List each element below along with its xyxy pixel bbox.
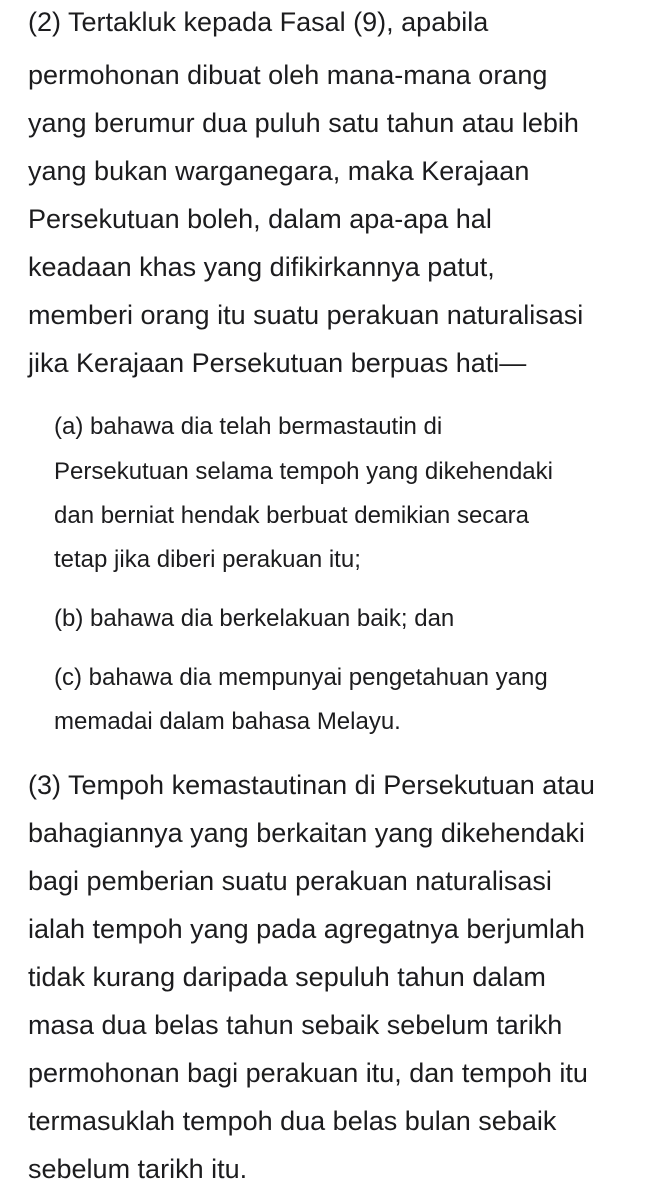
clause-3-line: ialah tempoh yang pada agregatnya berjumlah <box>28 914 585 944</box>
subclause-a-line: (a) bahawa dia telah bermastautin di <box>54 413 443 440</box>
clause-2-line: jika Kerajaan Persekutuan berpuas hati— <box>28 348 527 378</box>
subclause-c-line: memadai dalam bahasa Melayu. <box>54 708 401 735</box>
subclause-b-line: (b) bahawa dia berkelakuan baik; dan <box>54 605 455 632</box>
subclause-a-line: Persekutuan selama tempoh yang dikehendaki <box>54 458 553 485</box>
clause-2-line: (2) Tertakluk kepada Fasal (9), apabila <box>28 7 489 37</box>
clause-2-line: yang berumur dua puluh satu tahun atau lebih <box>28 108 579 138</box>
clause-2-line: keadaan khas yang difikirkannya patut, <box>28 252 495 282</box>
clause-2-line: Persekutuan boleh, dalam apa-apa hal <box>28 204 492 234</box>
clause-3-line: bagi pemberian suatu perakuan naturalisasi <box>28 866 552 896</box>
clause-3-line: (3) Tempoh kemastautinan di Persekutuan atau <box>28 770 595 800</box>
clause-3-line: masa dua belas tahun sebaik sebelum tarikh <box>28 1010 563 1040</box>
clause-3-line: bahagiannya yang berkaitan yang dikehendaki <box>28 818 585 848</box>
clause-2-line: permohonan dibuat oleh mana-mana orang <box>28 60 548 90</box>
subclause-a-line: dan berniat hendak berbuat demikian secara <box>54 502 529 529</box>
clause-2-line: memberi orang itu suatu perakuan naturalisasi <box>28 300 584 330</box>
clause-3-line: sebelum tarikh itu. <box>28 1154 248 1184</box>
subclause-c-line: (c) bahawa dia mempunyai pengetahuan yang <box>54 664 548 691</box>
clause-2-line: yang bukan warganegara, maka Kerajaan <box>28 156 530 186</box>
clause-3-line: termasuklah tempoh dua belas bulan sebaik <box>28 1106 557 1136</box>
subclause-a-line: tetap jika diberi perakuan itu; <box>54 546 361 573</box>
clause-3-line: tidak kurang daripada sepuluh tahun dalam <box>28 962 546 992</box>
clause-3-line: permohonan bagi perakuan itu, dan tempoh itu <box>28 1058 588 1088</box>
